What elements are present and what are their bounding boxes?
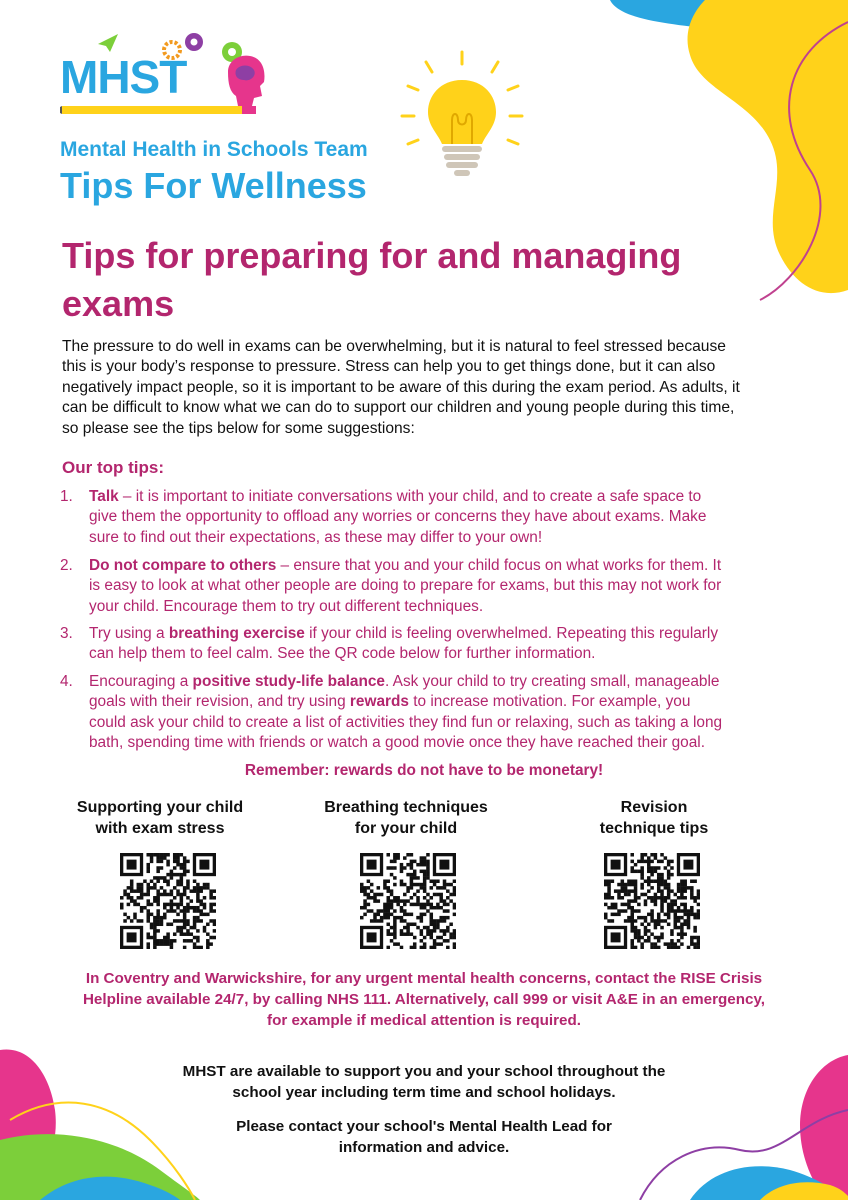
qr-caption-line: Revision <box>620 799 688 816</box>
tip-text: Try using a <box>89 625 169 642</box>
tip-bold: positive study-life balance <box>192 673 385 690</box>
tip-text: can help them to feel calm. See the QR code below for further information. <box>89 645 596 663</box>
intro-line: negatively impact people, so it is important to be aware of this during the exam period. As adults, it <box>62 378 740 396</box>
footer-availability <box>0 1061 848 1103</box>
qr-caption-line: technique tips <box>599 820 709 837</box>
tip-text: sure to find out their expectations, as these may differ to your own! <box>89 528 543 546</box>
qr-code-revision[interactable] <box>604 853 700 949</box>
tip-text: – ensure that you and your child focus on what works for them. It <box>276 557 722 574</box>
logo-text: MHST <box>60 51 187 103</box>
tip-text: could ask your child to create a list of activities they find fun or relaxing, such as taking a long <box>89 713 723 731</box>
head-icon <box>228 56 264 106</box>
tip-text: – it is important to initiate conversations with your child, and to create a safe space to <box>118 488 702 505</box>
qr-caption-line: with exam stress <box>95 820 225 837</box>
tip-text: goals with their revision, and try using <box>89 693 350 711</box>
crisis-info <box>20 968 828 1031</box>
title-line-1: Tips for preparing for and managing <box>62 235 682 276</box>
qr-code-exam-stress[interactable] <box>120 853 216 949</box>
intro-paragraph <box>62 337 802 439</box>
crisis-line: In Coventry and Warwickshire, for any urgent mental health concerns, contact the RISE Crisis <box>85 970 763 987</box>
crisis-line: Helpline available 24/7, by calling NHS 111. Alternatively, call 999 or visit A&E in an emergency, <box>82 991 766 1008</box>
tip-number: 3. <box>60 625 73 642</box>
lightbulb-icon <box>400 50 530 195</box>
tip-number: 2. <box>60 557 73 574</box>
tip-text: to increase motivation. For example, you <box>408 693 691 711</box>
qr-caption-breathing <box>296 797 516 839</box>
pencil-icon <box>62 106 242 114</box>
tip-text: Encouraging a <box>89 673 193 690</box>
tip-text: bath, spending time with friends or watch a good movie once they have reached their goal. <box>89 734 705 752</box>
intro-line: so please see the tips below for some suggestions: <box>62 419 415 437</box>
tip-item <box>60 672 800 754</box>
team-name: Mental Health in Schools Team <box>60 138 368 161</box>
remember-note: Remember: rewards do not have to be monetary! <box>244 762 604 779</box>
tip-bold: Talk <box>89 488 119 505</box>
intro-line: can be difficult to know what we can do to support our children and young people during this time, <box>62 399 735 417</box>
paper-plane-icon <box>98 34 118 52</box>
tip-bold: Do not compare to others <box>89 557 277 574</box>
tip-text: . Ask your child to try creating small, manageable <box>384 673 720 690</box>
series-title: Tips For Wellness <box>60 165 367 206</box>
title-line-2: exams <box>62 283 175 324</box>
footer-line: information and advice. <box>338 1139 510 1156</box>
intro-line: this is your body’s response to pressure. Stress can help you to get things done, but it can also <box>62 358 716 376</box>
tip-text: your child. Encourage them to try out different techniques. <box>89 597 484 615</box>
tip-number: 4. <box>60 673 73 690</box>
tip-item <box>60 556 800 617</box>
footer-line: Please contact your school's Mental Health Lead for <box>236 1118 612 1135</box>
tip-text: is easy to look at what other people are doing to prepare for exams, but this may not work for <box>89 577 722 595</box>
tip-item <box>60 487 800 548</box>
tip-item <box>60 624 800 665</box>
tip-text: if your child is feeling overwhelmed. Repeating this regularly <box>304 625 719 642</box>
footer-line: school year including term time and school holidays. <box>232 1084 616 1101</box>
page-title <box>62 232 802 328</box>
qr-caption-line: Breathing techniques <box>324 799 488 816</box>
tip-bold: breathing exercise <box>168 625 305 642</box>
tip-number: 1. <box>60 488 73 505</box>
tip-text: give them the opportunity to offload any worries or concerns they have about exams. Make <box>89 508 707 526</box>
qr-caption-exam-stress <box>50 797 270 839</box>
qr-code-breathing[interactable] <box>360 853 456 949</box>
qr-caption-line: for your child <box>354 820 458 837</box>
intro-line: The pressure to do well in exams can be overwhelming, but it is natural to feel stressed because <box>62 338 726 355</box>
qr-caption-line: Supporting your child <box>76 799 244 816</box>
tips-heading: Our top tips: <box>62 458 164 477</box>
crisis-line: for example if medical attention is required. <box>267 1012 581 1029</box>
footer-line: MHST are available to support you and your school throughout the <box>182 1063 666 1080</box>
footer-contact <box>0 1116 848 1158</box>
qr-caption-revision <box>544 797 764 839</box>
mhst-logo <box>60 30 290 125</box>
tip-bold: rewards <box>349 693 409 711</box>
